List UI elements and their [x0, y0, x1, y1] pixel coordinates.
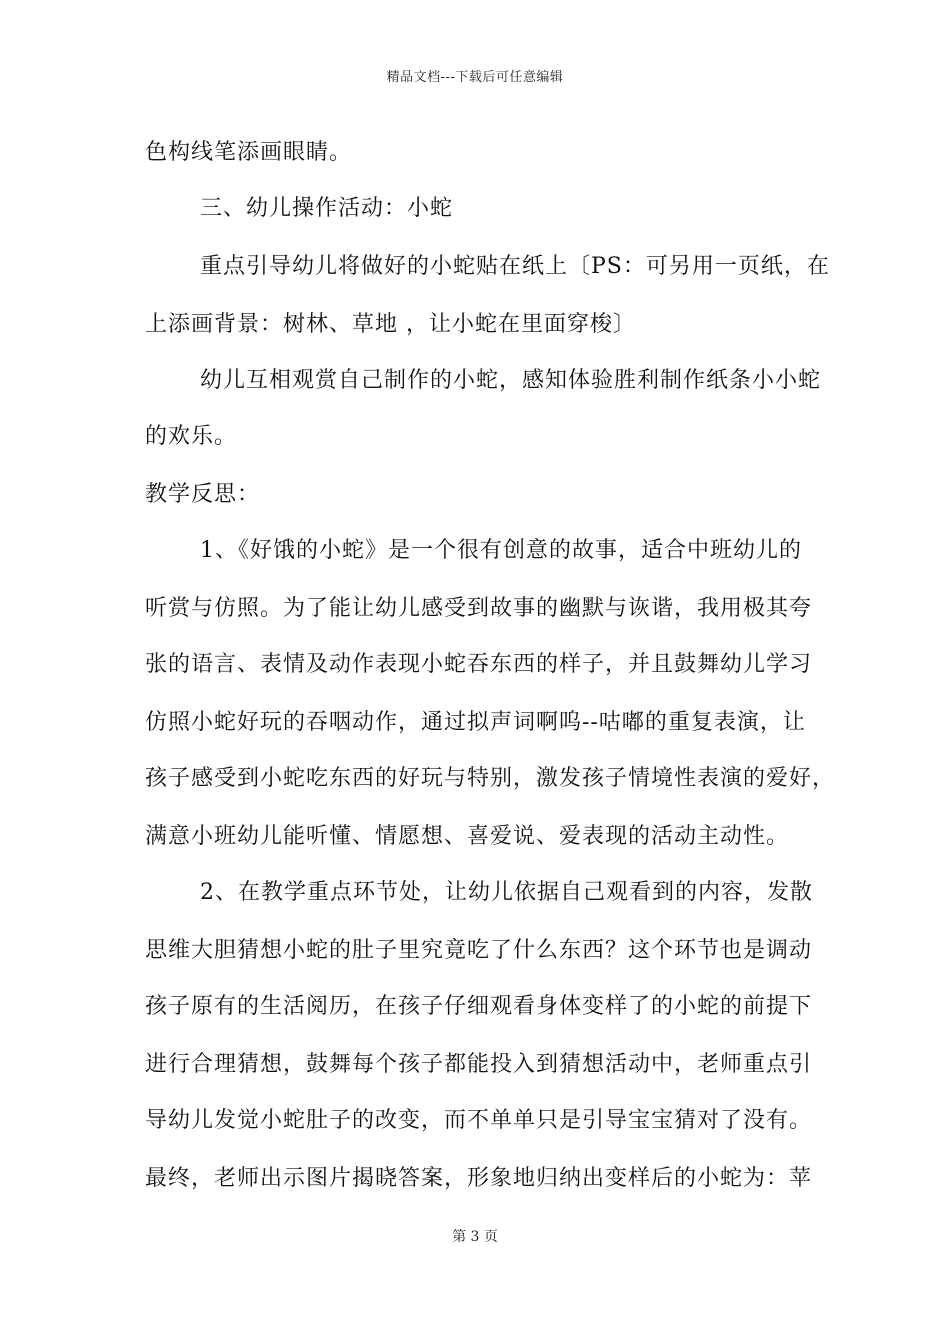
text-line: 张的语言、表情及动作表现小蛇吞东西的样子，并且鼓舞幼儿学习: [145, 652, 813, 677]
page-header: 精品文档---下载后可任意编辑: [386, 70, 564, 85]
section-heading: 教学反思：: [145, 482, 261, 507]
text-line: 思维大胆猜想小蛇的肚子里究竟吃了什么东西？这个环节也是调动: [145, 938, 813, 963]
text-line: 上添画背景：树林、草地 ，让小蛇在里面穿梭〕: [145, 312, 636, 337]
text-line: 孩子原有的生活阅历，在孩子仔细观看身体变样了的小蛇的前提下: [145, 994, 813, 1019]
text-line: 听赏与仿照。为了能让幼儿感受到故事的幽默与诙谐，我用极其夸: [145, 596, 813, 621]
text-line: 的欢乐。: [145, 424, 238, 449]
section-heading: 三、幼儿操作活动：小蛇: [200, 196, 454, 221]
text-line: 最终，老师出示图片揭晓答案，形象地归纳出变样后的小蛇为：苹: [145, 1166, 813, 1191]
text-line: 幼儿互相观赏自己制作的小蛇，感知体验胜利制作纸条小小蛇: [200, 368, 822, 393]
text-line: 1、《好饿的小蛇》是一个很有创意的故事，适合中班幼儿的: [200, 538, 802, 563]
text-line: 孩子感受到小蛇吃东西的好玩与特别，激发孩子情境性表演的爱好，: [145, 766, 836, 791]
text-line: 色构线笔添画眼睛。: [145, 140, 353, 165]
text-line: 导幼儿发觉小蛇肚子的改变，而不单单只是引导宝宝猜对了没有。: [145, 1108, 813, 1133]
text-line: 满意小班幼儿能听懂、情愿想、喜爱说、爱表现的活动主动性。: [145, 824, 790, 849]
text-line: 仿照小蛇好玩的吞咽动作，通过拟声词啊呜--咕嘟的重复表演，让: [145, 710, 806, 735]
text-line: 重点引导幼儿将做好的小蛇贴在纸上〔PS：可另用一页纸，在: [200, 254, 830, 279]
text-line: 2、在教学重点环节处，让幼儿依据自己观看到的内容，发散: [200, 880, 813, 905]
page-number: 第 3 页: [452, 1229, 498, 1245]
text-line: 进行合理猜想，鼓舞每个孩子都能投入到猜想活动中，老师重点引: [145, 1052, 813, 1077]
